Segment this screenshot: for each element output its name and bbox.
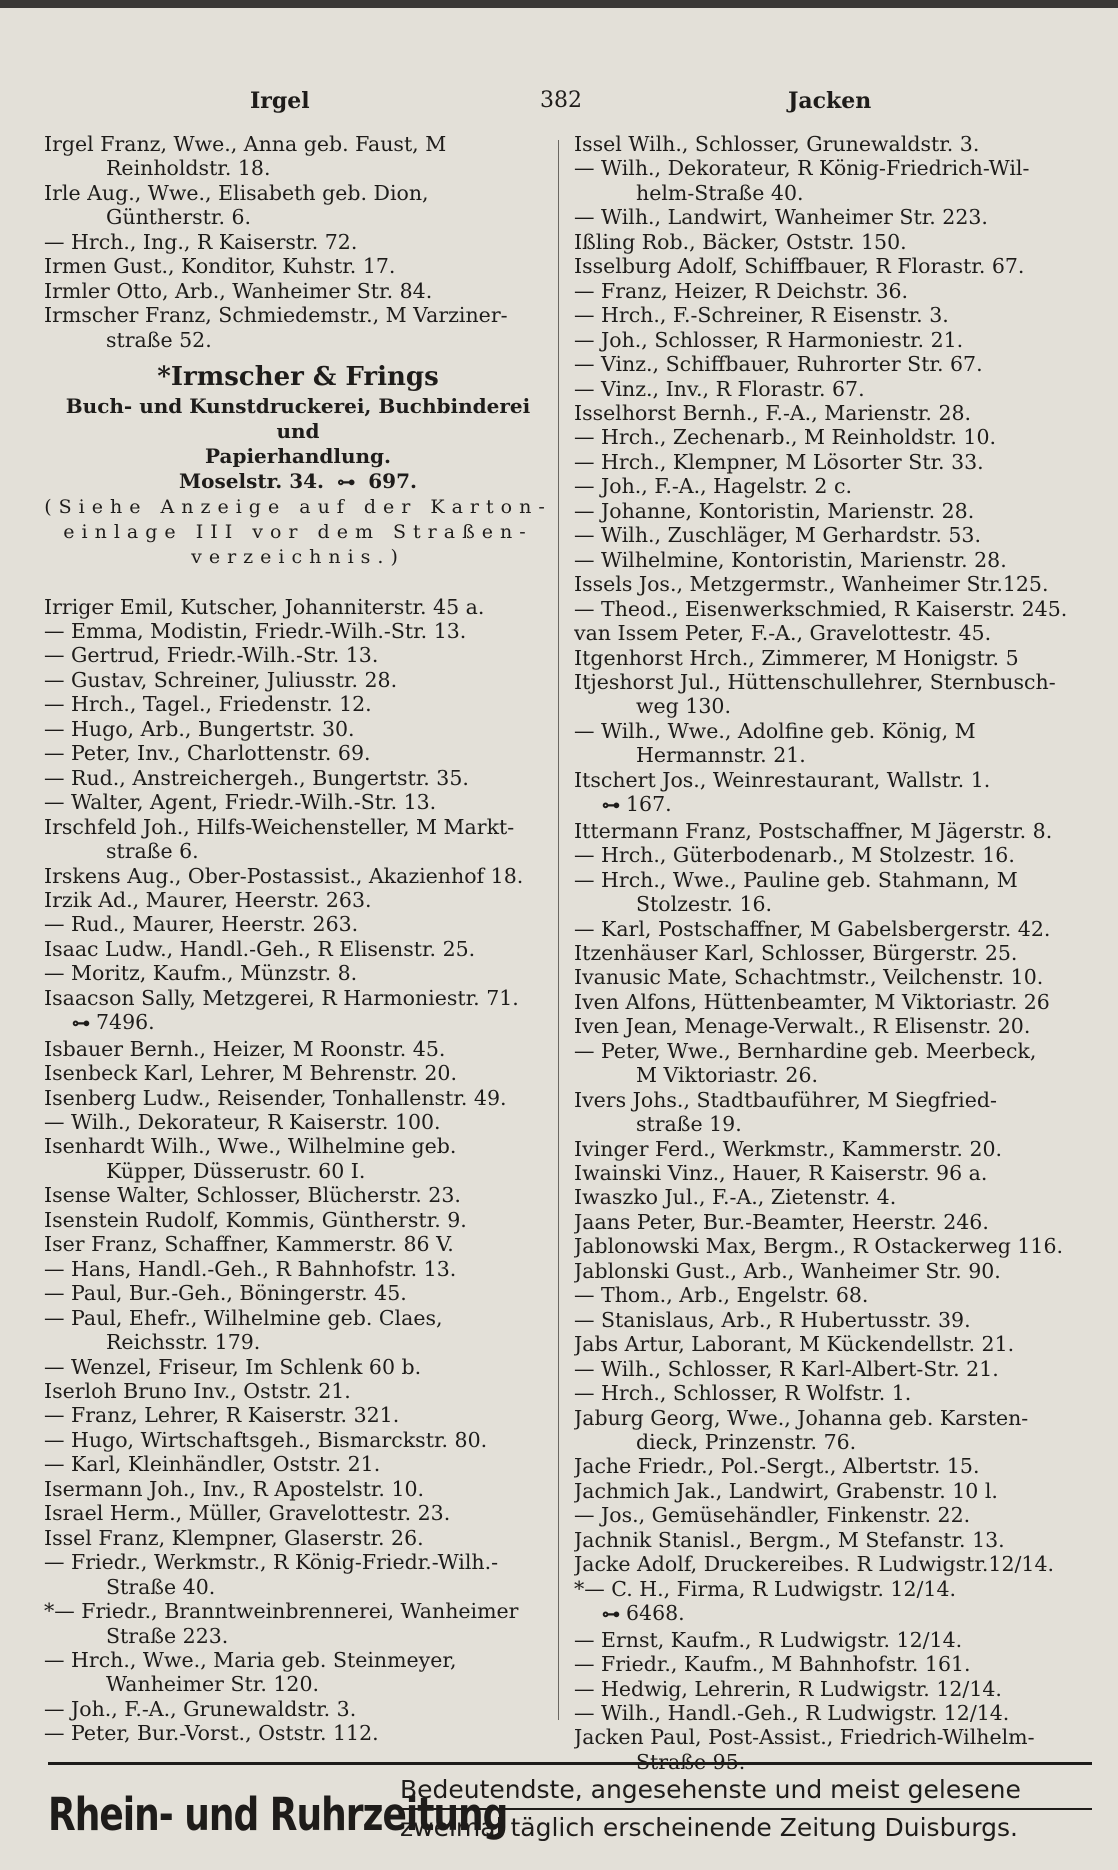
scan-top-edge — [0, 0, 1118, 8]
directory-entry: Issel Franz, Klempner, Glaserstr. 26. — [44, 1525, 424, 1550]
directory-entry: Irskens Aug., Ober-Postassist., Akazienhof 18. — [44, 863, 524, 888]
directory-entry: Jablonski Gust., Arb., Wanheimer Str. 90. — [574, 1258, 1001, 1283]
directory-entry: Irzik Ad., Maurer, Heerstr. 263. — [44, 887, 372, 912]
directory-entry: Ittermann Franz, Postschaffner, M Jägerstr. 8. — [574, 818, 1053, 843]
directory-entry: — Peter, Inv., Charlottenstr. 69. — [44, 741, 371, 766]
left-entries-bottom — [44, 595, 552, 1746]
directory-entry: — Joh., Schlosser, R Harmoniestr. 21. — [574, 327, 964, 352]
directory-entry: — Moritz, Kaufm., Münzstr. 8. — [44, 961, 358, 986]
directory-entry: Jache Friedr., Pol.-Sergt., Albertstr. 15. — [574, 1454, 980, 1479]
advert-note: verzeichnis.) — [191, 546, 405, 569]
directory-entry-continuation: Küpper, Düsserustr. 60 I. — [106, 1158, 366, 1183]
directory-entry: — Thom., Arb., Engelstr. 68. — [574, 1283, 869, 1308]
directory-entry: Iwaszko Jul., F.-A., Zietenstr. 4. — [574, 1185, 897, 1210]
directory-entry: Irmler Otto, Arb., Wanheimer Str. 84. — [44, 278, 433, 303]
directory-entry: Jacke Adolf, Druckereibes. R Ludwigstr.12/14. — [574, 1552, 1055, 1577]
directory-entry: — Franz, Lehrer, R Kaiserstr. 321. — [44, 1403, 400, 1428]
directory-entry: Ißling Rob., Bäcker, Oststr. 150. — [574, 229, 907, 254]
directory-entry: Israel Herm., Müller, Gravelottestr. 23. — [44, 1501, 451, 1526]
directory-entry: — Paul, Ehefr., Wilhelmine geb. Claes, — [44, 1305, 443, 1330]
telephone-icon: ⊶ — [330, 472, 356, 494]
directory-entry: Issel Wilh., Schlosser, Grunewaldstr. 3. — [574, 132, 980, 156]
directory-entry: *— Friedr., Branntweinbrennerei, Wanheimer — [44, 1599, 519, 1624]
directory-entry: Jablonowski Max, Bergm., R Ostackerweg 116. — [574, 1234, 1064, 1259]
directory-entry: — Joh., F.-A., Hagelstr. 2 c. — [574, 474, 852, 499]
directory-entry: — Franz, Heizer, R Deichstr. 36. — [574, 278, 909, 303]
directory-entry-continuation: Hermannstr. 21. — [636, 743, 806, 768]
directory-entry: — Hrch., Ing., R Kaiserstr. 72. — [44, 229, 358, 254]
directory-entry: Isselburg Adolf, Schiffbauer, R Florastr. 67. — [574, 254, 1025, 279]
directory-entry-continuation: Wanheimer Str. 120. — [106, 1672, 319, 1697]
directory-entry: — Stanislaus, Arb., R Hubertusstr. 39. — [574, 1307, 971, 1332]
directory-entry: Isenstein Rudolf, Kommis, Güntherstr. 9. — [44, 1207, 467, 1232]
phone-number: 167. — [626, 792, 672, 817]
running-header — [40, 88, 1080, 122]
phone-line — [574, 1601, 685, 1627]
directory-entry: — Hedwig, Lehrerin, R Ludwigstr. 12/14. — [574, 1676, 1002, 1701]
column-divider — [558, 140, 559, 1720]
directory-entry-continuation: Reichsstr. 179. — [106, 1330, 261, 1355]
directory-entry: — Theod., Eisenwerkschmied, R Kaiserstr. 245. — [574, 596, 1068, 621]
advert-subtitle: Buch- und Kunstdruckerei, Buchbinderei und — [65, 394, 531, 444]
telephone-icon: ⊶ — [72, 1013, 90, 1035]
directory-entry: — Rud., Maurer, Heerstr. 263. — [44, 912, 359, 937]
advert-title: *Irmscher & Frings — [157, 362, 439, 393]
directory-entry: Iven Alfons, Hüttenbeamter, M Viktoriastr. 26 — [574, 989, 1050, 1014]
directory-entry: Jaans Peter, Bur.-Beamter, Heerstr. 246. — [574, 1209, 989, 1234]
page-number: 382 — [540, 88, 582, 113]
directory-entry: — Gustav, Schreiner, Juliusstr. 28. — [44, 667, 398, 692]
directory-entry: *— C. H., Firma, R Ludwigstr. 12/14. — [574, 1576, 957, 1601]
directory-entry-continuation: dieck, Prinzenstr. 76. — [636, 1430, 857, 1455]
directory-entry: — Paul, Bur.-Geh., Böningerstr. 45. — [44, 1281, 407, 1306]
newspaper-tagline — [400, 1772, 1092, 1846]
directory-entry: — Hugo, Wirtschaftsgeh., Bismarckstr. 80. — [44, 1427, 488, 1452]
directory-entry: Jabs Artur, Laborant, M Kückendellstr. 21. — [574, 1332, 1015, 1357]
directory-entry: — Joh., F.-A., Grunewaldstr. 3. — [44, 1696, 357, 1721]
directory-entry: — Gertrud, Friedr.-Wilh.-Str. 13. — [44, 643, 379, 668]
directory-entry: — Wilh., Zuschläger, M Gerhardstr. 53. — [574, 523, 981, 548]
directory-entry: Irmen Gust., Konditor, Kuhstr. 17. — [44, 254, 396, 279]
phone-line — [574, 792, 672, 818]
directory-entry: — Wilh., Dekorateur, R König-Friedrich-Wil- — [574, 156, 1030, 181]
directory-entry: — Peter, Bur.-Vorst., Oststr. 112. — [44, 1721, 379, 1746]
directory-entry: — Emma, Modistin, Friedr.-Wilh.-Str. 13. — [44, 618, 467, 643]
directory-entry: Isselhorst Bernh., F.-A., Marienstr. 28. — [574, 400, 972, 425]
directory-entry: — Hugo, Arb., Bungertstr. 30. — [44, 716, 355, 741]
directory-entry: Iwainski Vinz., Hauer, R Kaiserstr. 96 a. — [574, 1161, 988, 1186]
directory-entry-continuation: helm-Straße 40. — [636, 180, 804, 205]
tagline-line-2: zweimal täglich erscheinende Zeitung Duisburgs. — [400, 1813, 1018, 1842]
telephone-icon: ⊶ — [602, 1604, 620, 1626]
directory-entry: Isbauer Bernh., Heizer, M Roonstr. 45. — [44, 1036, 446, 1061]
footer-advert — [48, 1762, 1092, 1850]
directory-entry: — Friedr., Kaufm., M Bahnhofstr. 161. — [574, 1652, 971, 1677]
directory-entry: — Hrch., Wwe., Pauline geb. Stahmann, M — [574, 867, 1018, 892]
directory-entry-continuation: Straße 223. — [106, 1623, 229, 1648]
directory-entry: — Wilhelmine, Kontoristin, Marienstr. 28. — [574, 547, 1007, 572]
directory-entry: — Hrch., F.-Schreiner, R Eisenstr. 3. — [574, 303, 949, 328]
directory-entry: — Wilh., Schlosser, R Karl-Albert-Str. 21. — [574, 1356, 999, 1381]
directory-entry: Isenhardt Wilh., Wwe., Wilhelmine geb. — [44, 1134, 457, 1159]
header-right-keyword: Jacken — [788, 88, 872, 114]
directory-entry-continuation: Güntherstr. 6. — [106, 205, 252, 230]
spacer — [44, 570, 552, 594]
advert-note: einlage III vor dem Straßen- — [63, 521, 533, 544]
right-column — [574, 132, 1086, 1774]
directory-entry: Irmscher Franz, Schmiedemstr., M Varziner- — [44, 303, 508, 328]
directory-entry: Iser Franz, Schaffner, Kammerstr. 86 V. — [44, 1232, 454, 1257]
directory-entry: — Hrch., Schlosser, R Wolfstr. 1. — [574, 1381, 912, 1406]
directory-entry: — Wilh., Dekorateur, R Kaiserstr. 100. — [44, 1110, 441, 1135]
directory-entry: — Hans, Handl.-Geh., R Bahnhofstr. 13. — [44, 1256, 457, 1281]
directory-entry: Irriger Emil, Kutscher, Johanniterstr. 45 a. — [44, 594, 485, 619]
directory-entry: Irle Aug., Wwe., Elisabeth geb. Dion, — [44, 180, 429, 205]
advert-note: (Siehe Anzeige auf der Karton- — [44, 496, 552, 519]
advert-address-line — [44, 469, 552, 495]
directory-entry: — Wilh., Landwirt, Wanheimer Str. 223. — [574, 205, 988, 230]
left-entries-top — [44, 132, 552, 352]
right-entries — [574, 132, 1086, 1774]
directory-entry: — Rud., Anstreichergeh., Bungertstr. 35. — [44, 765, 469, 790]
directory-entry: Issels Jos., Metzgermstr., Wanheimer Str.125. — [574, 572, 1049, 597]
directory-entry: Itschert Jos., Weinrestaurant, Wallstr. 1. — [574, 767, 991, 792]
directory-entry: Jaburg Georg, Wwe., Johanna geb. Karsten- — [574, 1405, 1029, 1430]
directory-entry: — Wilh., Wwe., Adolfine geb. König, M — [574, 718, 976, 743]
directory-entry: — Wenzel, Friseur, Im Schlenk 60 b. — [44, 1354, 422, 1379]
directory-entry: — Hrch., Klempner, M Lösorter Str. 33. — [574, 449, 984, 474]
directory-entry: Jacken Paul, Post-Assist., Friedrich-Wilhelm- — [574, 1725, 1035, 1750]
directory-entry: Itjeshorst Jul., Hüttenschullehrer, Sternbusch- — [574, 669, 1056, 694]
directory-entry-continuation: Stolzestr. 16. — [636, 892, 773, 917]
directory-entry: van Issem Peter, F.-A., Gravelottestr. 45. — [574, 621, 992, 646]
directory-entry-continuation: Straße 40. — [106, 1574, 216, 1599]
directory-entry: Itzenhäuser Karl, Schlosser, Bürgerstr. 25. — [574, 940, 1018, 965]
directory-entry: Irgel Franz, Wwe., Anna geb. Faust, M — [44, 132, 447, 156]
directory-entry: Iserloh Bruno Inv., Oststr. 21. — [44, 1379, 351, 1404]
directory-entry: — Hrch., Zechenarb., M Reinholdstr. 10. — [574, 425, 997, 450]
left-column — [44, 132, 552, 1746]
directory-entry: Ivers Johs., Stadtbauführer, M Siegfried- — [574, 1087, 997, 1112]
directory-entry: — Vinz., Inv., R Florastr. 67. — [574, 376, 865, 401]
directory-entry: — Johanne, Kontoristin, Marienstr. 28. — [574, 498, 975, 523]
directory-entry: — Jos., Gemüsehändler, Finkenstr. 22. — [574, 1503, 971, 1528]
directory-entry: — Karl, Postschaffner, M Gabelsbergerstr. 42. — [574, 916, 1051, 941]
tagline-line-1: Bedeutendste, angesehenste und meist gelesene — [400, 1772, 1092, 1810]
directory-entry: Isenberg Ludw., Reisender, Tonhallenstr. 49. — [44, 1085, 507, 1110]
directory-entry: — Hrch., Tagel., Friedenstr. 12. — [44, 692, 372, 717]
directory-entry: — Hrch., Wwe., Maria geb. Steinmeyer, — [44, 1648, 457, 1672]
directory-entry-continuation: weg 130. — [636, 694, 731, 719]
directory-entry: — Friedr., Werkmstr., R König-Friedr.-Wilh.- — [44, 1550, 499, 1575]
directory-entry: Isaac Ludw., Handl.-Geh., R Elisenstr. 25. — [44, 936, 476, 961]
directory-entry: — Hrch., Güterbodenarb., M Stolzestr. 16. — [574, 843, 1015, 868]
directory-entry: — Wilh., Handl.-Geh., R Ludwigstr. 12/14. — [574, 1701, 1010, 1725]
directory-entry: Isense Walter, Schlosser, Blücherstr. 23. — [44, 1183, 461, 1208]
directory-entry: — Peter, Wwe., Bernhardine geb. Meerbeck, — [574, 1038, 1037, 1063]
phone-number: 6468. — [626, 1601, 685, 1626]
directory-entry: — Karl, Kleinhändler, Oststr. 21. — [44, 1452, 381, 1477]
phone-number: 7496. — [96, 1010, 155, 1035]
directory-entry: Ivinger Ferd., Werkmstr., Kammerstr. 20. — [574, 1136, 1003, 1161]
newspaper-banner: Rhein- und Ruhrzeitung — [48, 1790, 508, 1842]
advert-irmscher-frings — [44, 360, 552, 594]
directory-entry: Jachnik Stanisl., Bergm., M Stefanstr. 13. — [574, 1527, 1005, 1552]
directory-entry-continuation: Reinholdstr. 18. — [106, 156, 271, 181]
directory-entry-continuation: straße 52. — [106, 327, 212, 352]
advert-address: Moselstr. 34. — [179, 469, 325, 494]
directory-entry: Isaacson Sally, Metzgerei, R Harmoniestr. 71. — [44, 985, 519, 1010]
directory-entry: Iven Jean, Menage-Verwalt., R Elisenstr. 20. — [574, 1014, 1031, 1039]
advert-subtitle: Papierhandlung. — [205, 444, 391, 469]
directory-entry-phone — [44, 1010, 552, 1036]
directory-entry: — Ernst, Kaufm., R Ludwigstr. 12/14. — [574, 1627, 963, 1652]
directory-entry: Ivanusic Mate, Schachtmstr., Veilchenstr. 10. — [574, 965, 1044, 990]
telephone-icon: ⊶ — [602, 795, 620, 817]
directory-entry: Irschfeld Joh., Hilfs-Weichensteller, M Markt- — [44, 814, 515, 839]
header-left-keyword: Irgel — [250, 88, 310, 114]
footer-rule — [48, 1762, 1092, 1765]
phone-line — [44, 1010, 155, 1036]
directory-entry-continuation: M Viktoriastr. 26. — [636, 1063, 819, 1088]
directory-entry: Itgenhorst Hrch., Zimmerer, M Honigstr. 5 — [574, 645, 1019, 670]
directory-entry-phone — [574, 792, 1086, 818]
directory-entry: Isenbeck Karl, Lehrer, M Behrenstr. 20. — [44, 1061, 457, 1086]
directory-entry-continuation: straße 19. — [636, 1112, 742, 1137]
advert-phone: 697. — [368, 469, 417, 494]
directory-entry: Jachmich Jak., Landwirt, Grabenstr. 10 l. — [574, 1478, 998, 1503]
directory-entry-continuation: straße 6. — [106, 839, 199, 864]
directory-entry: Isermann Joh., Inv., R Apostelstr. 10. — [44, 1476, 425, 1501]
directory-entry-phone — [574, 1601, 1086, 1627]
directory-entry: — Walter, Agent, Friedr.-Wilh.-Str. 13. — [44, 790, 437, 815]
directory-entry: — Vinz., Schiffbauer, Ruhrorter Str. 67. — [574, 352, 983, 377]
